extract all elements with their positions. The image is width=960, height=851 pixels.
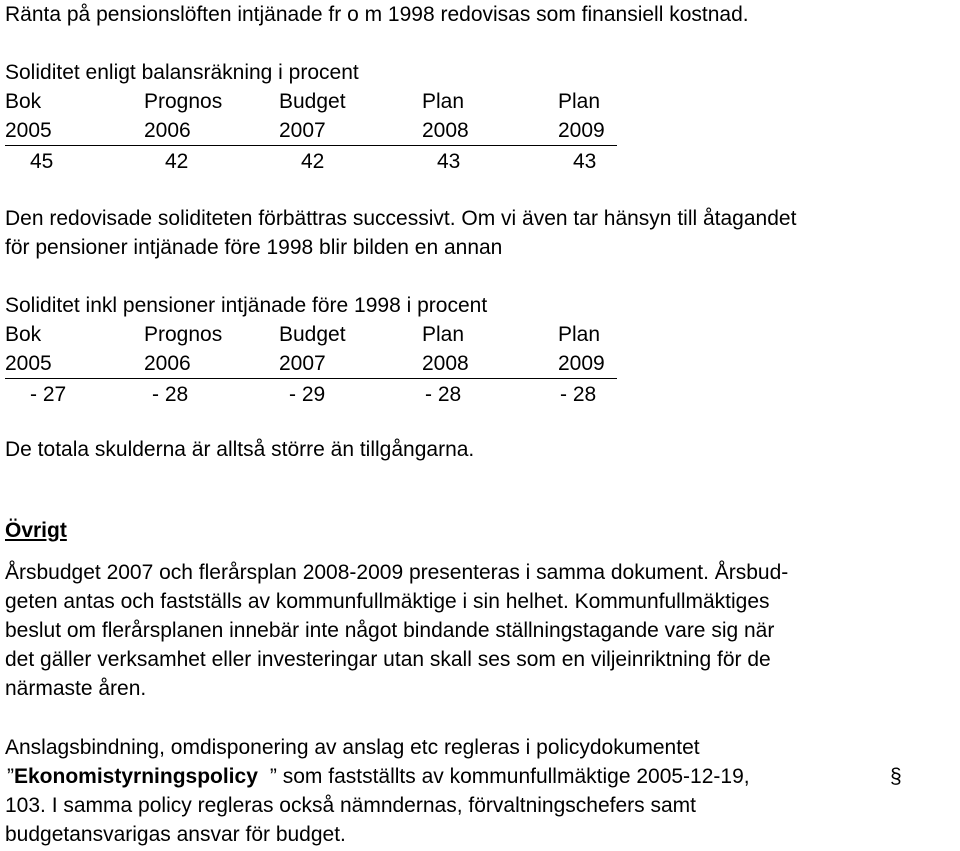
table2-value: - 28 — [560, 383, 597, 406]
paragraph-symbol: § — [890, 765, 902, 788]
table1-type: Prognos — [144, 90, 223, 113]
open-quote: ” — [7, 765, 14, 788]
solidity-paragraph-line2: för pensioner intjänade före 1998 blir bilden en annan — [5, 236, 503, 259]
policy-paragraph-line: budgetansvarigas ansvar för budget. — [5, 823, 346, 846]
policy-paragraph-line — [5, 762, 955, 791]
table1-year: 2007 — [279, 119, 326, 142]
table2-year: 2008 — [422, 352, 469, 375]
table1-year: 2006 — [144, 119, 191, 142]
table2-value: - 29 — [289, 383, 326, 406]
table1-value: 42 — [165, 150, 189, 173]
close-quote: ” — [269, 765, 277, 788]
table1-types-row — [0, 87, 620, 116]
table2-values-row — [0, 380, 620, 409]
table2-year: 2006 — [144, 352, 191, 375]
table2-type: Bok — [5, 323, 42, 346]
solidity-paragraph-line1: Den redovisade soliditeten förbättras successivt. Om vi även tar hänsyn till åtagandet — [5, 207, 797, 230]
table2-value: - 28 — [425, 383, 462, 406]
table2-type: Plan — [422, 323, 465, 346]
table2-type: Budget — [279, 323, 346, 346]
budget-paragraph-line: geten antas och fastställs av kommunfullmäktige i sin helhet. Kommunfullmäktiges — [5, 590, 770, 613]
debts-paragraph: De totala skulderna är alltså större än tillgångarna. — [5, 438, 475, 461]
intro-text: Ränta på pensionslöften intjänade fr o m 1998 redovisas som finansiell kostnad. — [5, 3, 749, 26]
table1-type: Bok — [5, 90, 42, 113]
table2-types-row — [0, 320, 620, 349]
table1-years-row — [5, 116, 617, 146]
table2-year: 2009 — [558, 352, 605, 375]
table1-value: 45 — [30, 150, 54, 173]
table1-value: 42 — [301, 150, 325, 173]
table1-type: Plan — [558, 90, 601, 113]
budget-paragraph-line: Årsbudget 2007 och flerårsplan 2008-2009 presenteras i samma dokument. Årsbud- — [5, 561, 789, 584]
section-heading: Övrigt — [5, 519, 67, 542]
budget-paragraph-line: beslut om flerårsplanen innebär inte något bindande ställningstagande vare sig när — [5, 619, 775, 642]
policy-paragraph-line: Anslagsbindning, omdisponering av anslag etc regleras i policydokumentet — [5, 736, 700, 759]
table1-type: Plan — [422, 90, 465, 113]
table1-values-row — [0, 147, 620, 176]
table1-value: 43 — [573, 150, 597, 173]
table2-years-row — [5, 349, 617, 379]
policy-name: Ekonomistyrningspolicy — [14, 765, 258, 788]
table2-title: Soliditet inkl pensioner intjänade före 1998 i procent — [5, 294, 488, 317]
table1-year: 2008 — [422, 119, 469, 142]
table1-year: 2009 — [558, 119, 605, 142]
table2-value: - 28 — [152, 383, 189, 406]
budget-paragraph-line: närmaste åren. — [5, 677, 147, 700]
budget-paragraph — [5, 558, 955, 703]
policy-paragraph-text: som fastställts av kommunfullmäktige 2005-12-19, — [276, 765, 750, 788]
table2-type: Prognos — [144, 323, 223, 346]
table1-type: Budget — [279, 90, 346, 113]
policy-paragraph-line: 103. I samma policy regleras också nämndernas, förvaltningschefers samt — [5, 794, 696, 817]
table1-value: 43 — [437, 150, 461, 173]
table2-year: 2007 — [279, 352, 326, 375]
table2-year: 2005 — [5, 352, 52, 375]
table2-value: - 27 — [30, 383, 67, 406]
policy-paragraph — [5, 733, 955, 849]
budget-paragraph-line: det gäller verksamhet eller investeringar utan skall ses som en viljeinriktning för de — [5, 648, 771, 671]
table1-title: Soliditet enligt balansräkning i procent — [5, 61, 359, 84]
table2-type: Plan — [558, 323, 601, 346]
table1-year: 2005 — [5, 119, 52, 142]
